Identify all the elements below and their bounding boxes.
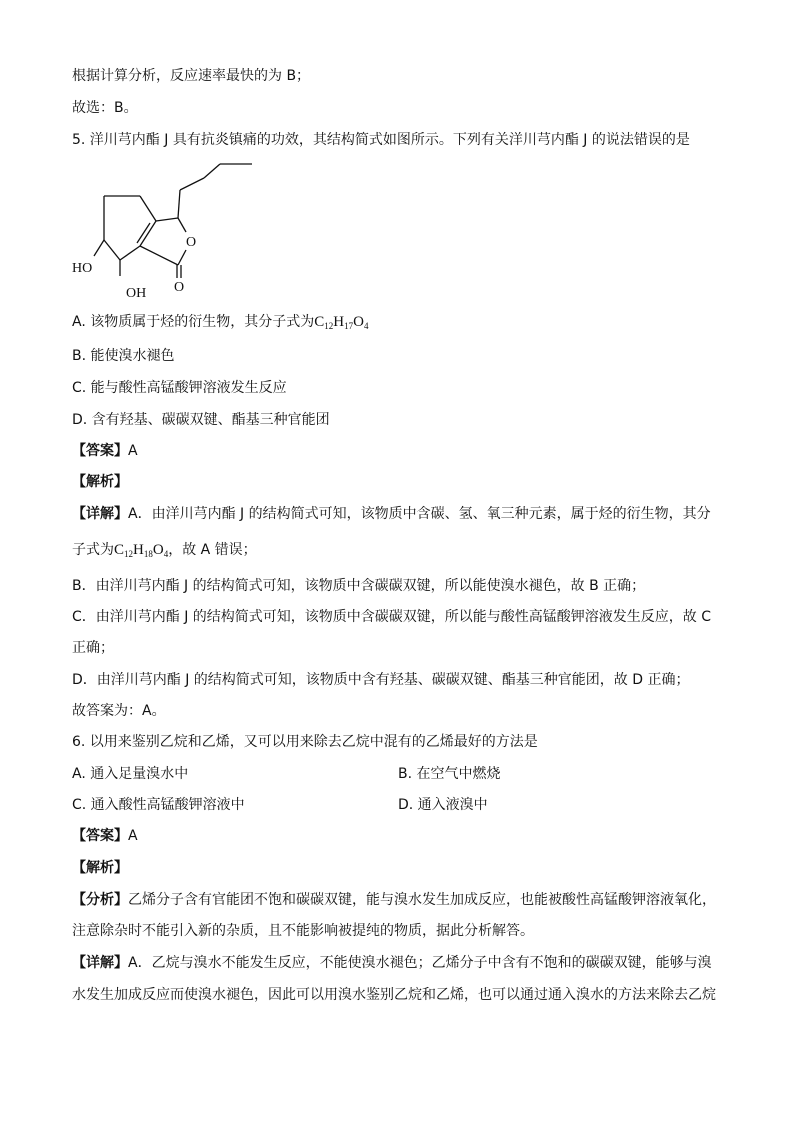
oh-label: OH	[126, 286, 147, 301]
q6-stem: 6. 以用来鉴别乙烷和乙烯，又可以用来除去乙烷中混有的乙烯最好的方法是	[72, 734, 538, 750]
q5-option-d: D. 含有羟基、碳碳双键、酯基三种官能团	[72, 412, 330, 428]
q5-detail-d: D．由洋川芎内酯 J 的结构简式可知，该物质中含有羟基、碳碳双键、酯基三种官能团，故 D 正确；	[72, 672, 690, 688]
lactone-bond	[140, 246, 178, 265]
q5-detail-a-1: 【详解】A．由洋川芎内酯 J 的结构简式可知，该物质中含碳、氢、氧三种元素，属于烃的衍生物，其分	[72, 506, 711, 522]
q5-detail-c-1: C．由洋川芎内酯 J 的结构简式可知，该物质中含碳碳双键，所以能与酸性高锰酸钾溶液发生反应，故 C	[72, 609, 712, 625]
ring-oxygen-label: O	[186, 235, 197, 250]
q5-detail-c-2: 正确；	[72, 640, 114, 656]
q5-analysis-tag: 【解析】	[72, 474, 128, 490]
ring-bond	[104, 240, 120, 260]
q5-detail-formula: $C_{12}H_{18}O_4$	[114, 542, 169, 559]
q6-fenxi-2: 注意除杂时不能引入新的杂质，且不能影响被提纯的物质，据此分析解答。	[72, 923, 534, 939]
butyl-bond	[180, 178, 204, 190]
q6-fenxi-1: 【分析】乙烯分子含有官能团不饱和碳碳双键，能与溴水发生加成反应，也能被酸性高锰酸钾溶液氧化，	[72, 892, 716, 908]
intro-line-1: 根据计算分析，反应速率最快的为 B；	[72, 68, 311, 84]
carbonyl-oxygen-label: O	[174, 280, 185, 295]
ring-bond	[140, 196, 156, 221]
q6-detail-2: 水发生加成反应而使溴水褪色，因此可以用溴水鉴别乙烷和乙烯，也可以通过通入溴水的方法来除去乙烷	[72, 987, 716, 1003]
q6-analysis-tag: 【解析】	[72, 860, 128, 876]
lactone-bond	[178, 250, 186, 265]
q5-option-b: B. 能使溴水褪色	[72, 348, 175, 364]
q6-option-b: B. 在空气中燃烧	[398, 766, 501, 782]
ring-bond	[120, 246, 140, 260]
butyl-bond	[178, 190, 180, 218]
fenxi-tag: 【分析】	[72, 892, 128, 908]
q5-detail-b: B．由洋川芎内酯 J 的结构简式可知，该物质中含碳碳双键，所以能使溴水褪色，故 B 正确；	[72, 578, 646, 594]
ho-label: HO	[72, 261, 93, 276]
hydroxyl-bond	[94, 240, 104, 256]
q5-stem: 5. 洋川芎内酯 J 具有抗炎镇痛的功效，其结构简式如图所示。下列有关洋川芎内酯 J 的说法错误的是	[72, 132, 690, 148]
answer-tag: 【答案】	[72, 443, 128, 459]
butyl-bond	[204, 164, 220, 178]
q5-option-a-text: A. 该物质属于烃的衍生物，其分子式为	[72, 314, 315, 330]
q6-option-d: D. 通入液溴中	[398, 797, 488, 813]
q5-answer	[72, 441, 138, 461]
q5-detail-a-2: 子式为$C_{12}H_{18}O_4$，故 A 错误；	[72, 542, 257, 559]
lactone-bond	[178, 218, 186, 232]
intro-line-2: 故选：B。	[72, 100, 138, 116]
q5-option-a-formula: $C_{12}H_{17}O_4$	[314, 314, 369, 331]
q6-answer	[72, 826, 138, 846]
q6-option-a: A. 通入足量溴水中	[72, 766, 189, 782]
q6-detail-1: 【详解】A．乙烷与溴水不能发生反应，不能使溴水褪色；乙烯分子中含有不饱和的碳碳双键，能够与溴	[72, 955, 712, 971]
molecule-bonds	[94, 164, 252, 278]
answer-value: A	[128, 828, 138, 844]
lactone-bond	[156, 218, 178, 221]
q6-option-c: C. 通入酸性高锰酸钾溶液中	[72, 797, 245, 813]
q5-conclusion: 故答案为：A。	[72, 703, 166, 719]
detail-tag: 【详解】	[72, 506, 128, 522]
answer-value: A	[128, 443, 138, 459]
detail-tag: 【详解】	[72, 955, 128, 971]
q5-structure-diagram	[60, 160, 260, 302]
answer-tag: 【答案】	[72, 828, 128, 844]
q5-option-c: C. 能与酸性高锰酸钾溶液发生反应	[72, 380, 287, 396]
q5-option-a	[72, 312, 368, 332]
